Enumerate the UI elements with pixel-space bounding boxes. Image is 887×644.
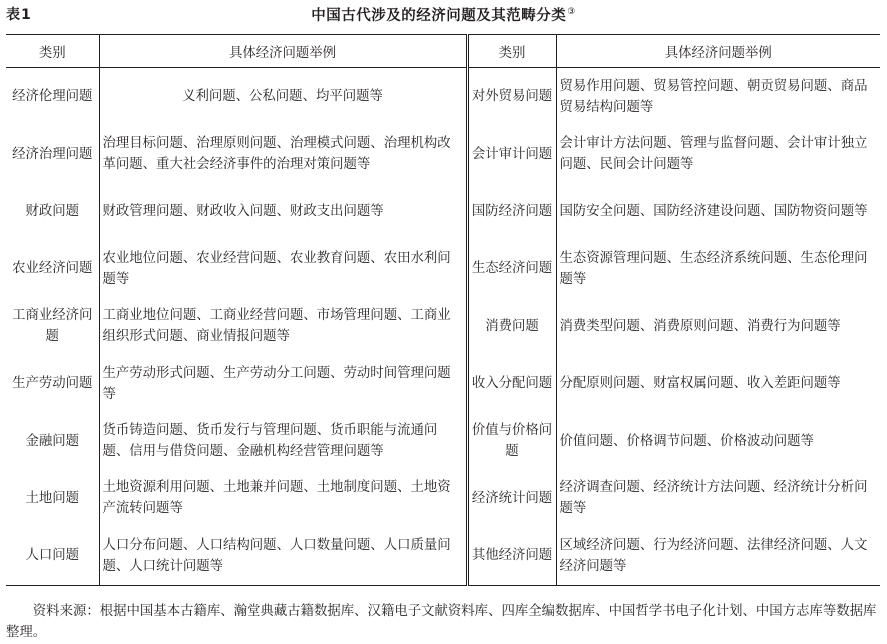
table-header-row [6,35,880,68]
right-examples-cell: 贸易作用问题、贸易管控问题、朝贡贸易问题、商品贸易结构问题等 [559,78,868,115]
source-note: 资料来源：根据中国基本古籍库、瀚堂典藏古籍数据库、汉籍电子文献资料库、四库全编数据库、中国哲学书电子化计划、中国方志库等数据库整理。 [6,604,877,640]
right-category-cell: 国防经济问题 [467,183,556,240]
left-examples-cell: 农业地位问题、农业经营问题、农业教育问题、农田水利问题等 [99,240,467,297]
table-title-text: 中国古代涉及的经济问题及其范畴分类 [311,8,567,24]
left-category-cell: 金融问题 [6,412,99,469]
column-header-examples-left: 具体经济问题举例 [99,35,467,68]
right-examples-cell: 消费类型问题、消费原则问题、消费行为问题等 [559,318,841,334]
table-header [6,2,881,30]
right-category-cell: 会计审计问题 [467,125,556,182]
economic-issues-table [6,34,880,586]
table-row [6,240,880,297]
right-examples-cell: 会计审计方法问题、管理与监督问题、会计审计独立问题、民间会计问题等 [559,136,868,173]
column-header-category-right: 类别 [467,35,556,68]
left-examples-cell: 工商业地位问题、工商业经营问题、市场管理问题、工商业组织形式问题、商业情报问题等 [99,298,467,355]
right-examples-cell: 价值问题、价格调节问题、价格波动问题等 [559,433,814,449]
left-category-cell: 人口问题 [6,527,99,585]
right-category-cell: 收入分配问题 [467,355,556,412]
table-row [6,527,880,585]
table-row [6,183,880,240]
left-examples-cell: 治理目标问题、治理原则问题、治理模式问题、治理机构改革问题、重大社会经济事件的治理对策问题等 [99,125,467,182]
left-category-cell: 财政问题 [6,183,99,240]
left-category-cell: 经济治理问题 [6,125,99,182]
right-category-cell: 消费问题 [467,298,556,355]
right-category-cell: 经济统计问题 [467,470,556,527]
right-examples-cell: 区域经济问题、行为经济问题、法律经济问题、人文经济问题等 [559,537,868,574]
right-category-cell: 其他经济问题 [467,527,556,585]
left-examples-cell: 义利问题、公私问题、均平问题等 [99,68,467,126]
table-row [6,125,880,182]
table-row [6,68,880,126]
left-examples-cell: 生产劳动形式问题、生产劳动分工问题、劳动时间管理问题等 [99,355,467,412]
left-category-cell: 农业经济问题 [6,240,99,297]
left-category-cell: 土地问题 [6,470,99,527]
table-row [6,298,880,355]
left-examples-cell: 货币铸造问题、货币发行与管理问题、货币职能与流通问题、信用与借贷问题、金融机构经营管理问题等 [99,412,467,469]
column-header-category-left: 类别 [6,35,99,68]
left-category-cell: 生产劳动问题 [6,355,99,412]
table-row [6,412,880,469]
left-examples-cell: 土地资源利用问题、土地兼并问题、土地制度问题、土地资产流转问题等 [99,470,467,527]
table-label: 表1 [6,7,32,23]
table-row [6,355,880,412]
table-title [6,4,881,25]
title-footnote-marker: ③ [567,7,576,18]
right-category-cell: 对外贸易问题 [467,68,556,126]
right-category-cell: 生态经济问题 [467,240,556,297]
column-header-examples-right: 具体经济问题举例 [556,35,880,68]
left-examples-cell: 财政管理问题、财政收入问题、财政支出问题等 [99,183,467,240]
left-examples-cell: 人口分布问题、人口结构问题、人口数量问题、人口质量问题、人口统计问题等 [99,527,467,585]
right-examples-cell: 经济调查问题、经济统计方法问题、经济统计分析问题等 [559,480,868,517]
left-category-cell: 经济伦理问题 [6,68,99,126]
right-examples-cell: 生态资源管理问题、生态经济系统问题、生态伦理问题等 [559,250,868,287]
right-examples-cell: 国防安全问题、国防经济建设问题、国防物资问题等 [559,203,868,219]
right-category-cell: 价值与价格问题 [467,412,556,469]
left-category-cell: 工商业经济问题 [6,298,99,355]
table-row [6,470,880,527]
right-examples-cell: 分配原则问题、财富权属问题、收入差距问题等 [559,376,841,392]
